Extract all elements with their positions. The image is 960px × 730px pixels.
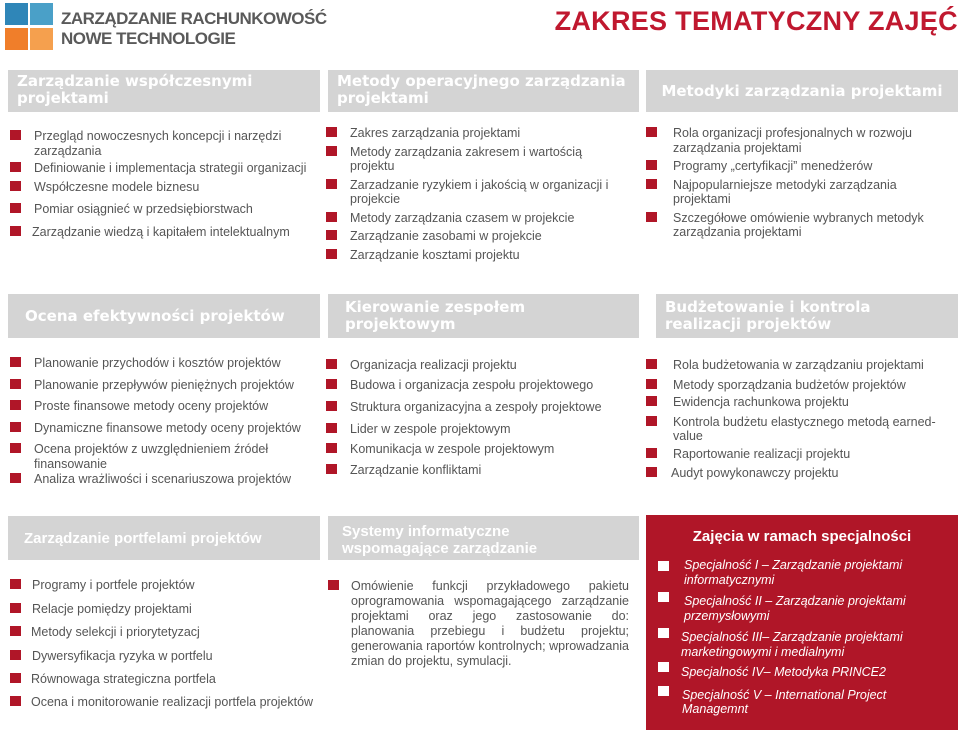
list-item: Audyt powykonawczy projektu [646, 466, 946, 481]
list-modern-projects [10, 129, 310, 239]
list-item: Dywersyfikacja ryzyka w portfelu [10, 649, 315, 664]
list-item: Zarządzanie konfliktami [326, 463, 631, 478]
bullet-icon [10, 181, 21, 191]
list-item: Metody zarządzania zakresem i wartością projektu [326, 145, 626, 174]
list-item: Przegląd nowoczesnych koncepcji i narzędzi zarządzania [10, 129, 310, 158]
bullet-icon [326, 230, 337, 240]
list-methodologies [646, 126, 946, 240]
section-header-project-efficiency: Ocena efektywności projektów [8, 294, 320, 338]
list-project-efficiency [10, 356, 315, 487]
bullet-icon [10, 422, 21, 432]
bullet-icon [10, 203, 21, 213]
bullet-icon [646, 212, 657, 222]
bullet-icon [646, 160, 657, 170]
list-item: Ocena projektów z uwzględnieniem źródeł finansowanie [10, 442, 315, 471]
list-item: Współczesne modele biznesu [10, 180, 310, 195]
bullet-icon [658, 628, 669, 638]
list-item: Specjalność I – Zarządzanie projektami informatycznymi [658, 558, 948, 587]
bullet-icon [10, 162, 21, 172]
list-item: Budowa i organizacja zespołu projektowego [326, 378, 631, 393]
list-item: Programy „certyfikacji” menedżerów [646, 159, 946, 174]
bullet-icon [646, 127, 657, 137]
list-item: Dynamiczne finansowe metody oceny projektów [10, 421, 315, 436]
list-item: Metody selekcji i priorytetyzacj [10, 625, 315, 640]
list-item: Definiowanie i implementacja strategii organizacji [10, 161, 310, 176]
list-portfolio [10, 578, 315, 709]
bullet-icon [10, 357, 21, 367]
bullet-icon [646, 359, 657, 369]
bullet-icon [326, 212, 337, 222]
list-item: Rola organizacji profesjonalnych w rozwoju zarządzania projektami [646, 126, 946, 155]
page-title: ZAKRES TEMATYCZNY ZAJĘĆ [554, 6, 958, 36]
bullet-icon [10, 473, 21, 483]
bullet-icon [10, 603, 21, 613]
list-item: Rola budżetowania w zarządzaniu projektami [646, 358, 946, 373]
list-item: Metody sporządzania budżetów projektów [646, 378, 946, 393]
list-operational-methods [326, 126, 626, 262]
list-item: Komunikacja w zespole projektowym [326, 442, 631, 457]
list-item: Zarządzanie kosztami projektu [326, 248, 626, 263]
section-header-team-management: Kierowanie zespołem projektowym [328, 294, 639, 338]
section-header-operational-methods: Metody operacyjnego zarządzania projektami [328, 70, 639, 112]
bullet-icon [646, 396, 657, 406]
logo-text-line2: NOWE TECHNOLOGIE [61, 29, 236, 48]
bullet-icon [658, 592, 669, 602]
section-header-modern-projects: Zarządzanie współczesnymi projektami [8, 70, 320, 112]
bullet-icon [10, 696, 21, 706]
bullet-icon [10, 379, 21, 389]
list-item: Raportowanie realizacji projektu [646, 447, 946, 462]
section-header-budgeting: Budżetowanie i kontrola realizacji projektów [656, 294, 958, 338]
bullet-icon [10, 400, 21, 410]
bullet-icon [326, 249, 337, 259]
bullet-icon [326, 423, 337, 433]
list-item: Specjalność V – International Project Managemnt [658, 688, 948, 717]
list-item: Metody zarządzania czasem w projekcie [326, 211, 626, 226]
bullet-icon [10, 579, 21, 589]
list-budgeting [646, 358, 946, 481]
bullet-icon [326, 359, 337, 369]
list-item: Ewidencja rachunkowa projektu [646, 395, 946, 410]
bullet-icon [658, 686, 669, 696]
bullet-icon [326, 464, 337, 474]
list-item: Specjalność II – Zarządzanie projektami przemysłowymi [658, 594, 948, 623]
bullet-icon [10, 130, 21, 140]
list-item: Równowaga strategiczna portfela [10, 672, 315, 687]
section-header-it-systems: Systemy informatyczne wspomagające zarządzanie [328, 516, 639, 560]
list-item: Proste finansowe metody oceny projektów [10, 399, 315, 414]
bullet-icon [646, 416, 657, 426]
bullet-icon [326, 146, 337, 156]
bullet-icon [646, 467, 657, 477]
list-item: Programy i portfele projektów [10, 578, 315, 593]
list-item: Struktura organizacyjna a zespoły projektowe [326, 400, 631, 415]
list-item: Specjalność III– Zarządzanie projektami marketingowymi i medialnymi [658, 630, 948, 659]
bullet-icon [10, 650, 21, 660]
logo [5, 3, 327, 53]
bullet-icon [10, 443, 21, 453]
bullet-icon [646, 379, 657, 389]
bullet-icon [326, 127, 337, 137]
list-item: Analiza wrażliwości i scenariuszowa projektów [10, 472, 315, 487]
list-item: Zarządzanie wiedzą i kapitałem intelektualnym [10, 225, 310, 240]
bullet-icon [646, 179, 657, 189]
list-specializations [658, 558, 948, 717]
bullet-icon [10, 673, 21, 683]
list-team-management [326, 358, 631, 477]
logo-text-line1: ZARZĄDZANIE RACHUNKOWOŚĆ [61, 9, 327, 28]
list-item: Zarzadzanie ryzykiem i jakością w organizacji i projekcie [326, 178, 626, 207]
bullet-icon [328, 580, 339, 590]
section-header-methodologies: Metodyki zarządzania projektami [646, 70, 958, 112]
bullet-icon [10, 226, 21, 236]
list-item: Ocena i monitorowanie realizacji portfela projektów [10, 695, 315, 710]
bullet-icon [326, 401, 337, 411]
section-header-portfolio: Zarządzanie portfelami projektów [8, 516, 320, 560]
list-item: Lider w zespole projektowym [326, 422, 631, 437]
list-item: Planowanie przychodów i kosztów projektów [10, 356, 315, 371]
bullet-icon [658, 662, 669, 672]
bullet-icon [326, 179, 337, 189]
list-item: Kontrola budżetu elastycznego metodą earned-value [646, 415, 946, 444]
list-item: Najpopularniejsze metodyki zarządzania projektami [646, 178, 946, 207]
bullet-icon [10, 626, 21, 636]
bullet-icon [646, 448, 657, 458]
section-header-specializations: Zajęcia w ramach specjalności [646, 516, 958, 556]
list-item: Zakres zarządzania projektami [326, 126, 626, 141]
list-item: Szczegółowe omówienie wybranych metodyk zarządzania projektami [646, 211, 946, 240]
list-item: Organizacja realizacji projektu [326, 358, 631, 373]
list-item: Pomiar osiągnieć w przedsiębiorstwach [10, 202, 310, 217]
bullet-icon [326, 443, 337, 453]
bullet-icon [326, 379, 337, 389]
logo-mark-icon [5, 3, 55, 51]
list-item: Relacje pomiędzy projektami [10, 602, 315, 617]
bullet-icon [658, 561, 669, 571]
list-item: Zarządzanie zasobami w projekcie [326, 229, 626, 244]
list-item: Planowanie przepływów pieniężnych projektów [10, 378, 315, 393]
it-systems-description: Omówienie funkcji przykładowego pakietu oprogramowania wspomagającego zarządzanie projektami oraz jego zastosowanie do: planowania przebiegu i budżetu projektu; generowania raportów kontrolnych; wprowadzania zmian do projektu, symulacji. [351, 579, 629, 668]
list-item: Specjalność IV– Metodyka PRINCE2 [658, 665, 948, 680]
